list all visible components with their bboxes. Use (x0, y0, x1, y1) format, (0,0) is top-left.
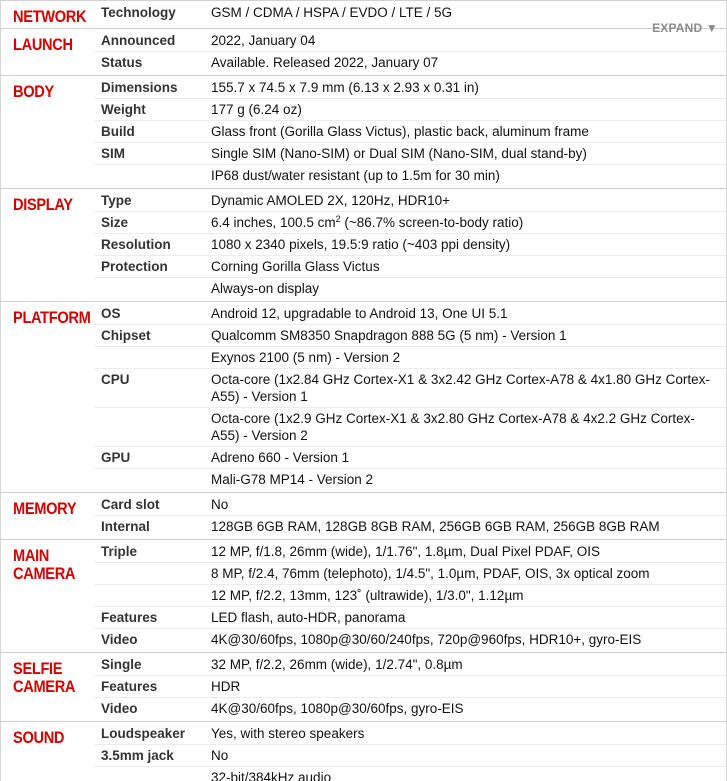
spec-label[interactable] (94, 767, 204, 781)
spec-label[interactable]: Chipset (101, 328, 151, 343)
spec-label[interactable]: Features (101, 679, 158, 694)
spec-value-text: No (211, 748, 229, 763)
spec-row (94, 277, 726, 299)
spec-value (204, 2, 726, 23)
section-title-line: MAIN (13, 546, 50, 565)
spec-value-text: 177 g (6.24 oz) (211, 102, 302, 117)
spec-value-text: Available. Released 2022, January 07 (211, 55, 439, 70)
section-title[interactable] (1, 190, 81, 299)
spec-row (94, 494, 726, 515)
spec-label[interactable]: Resolution (101, 237, 171, 252)
spec-value (204, 347, 726, 368)
spec-label[interactable]: Weight (101, 102, 146, 117)
expand-button[interactable]: EXPAND ▼ (652, 21, 718, 35)
spec-value (204, 654, 726, 675)
spec-label[interactable]: CPU (101, 372, 130, 387)
spec-row (94, 51, 726, 73)
spec-value (204, 77, 726, 98)
spec-section-network (1, 0, 726, 28)
spec-rows (94, 190, 726, 299)
section-title-line: LAUNCH (13, 35, 73, 54)
spec-section-main-camera (1, 539, 726, 652)
spec-value (204, 143, 726, 164)
spec-value (204, 723, 726, 744)
spec-section-selfie-camera (1, 652, 726, 721)
spec-value (204, 165, 726, 186)
section-title-line: BODY (13, 82, 54, 101)
spec-value-text: Always-on display (211, 281, 320, 296)
spec-row (94, 654, 726, 675)
spec-label[interactable] (94, 563, 204, 584)
spec-value-text: 32 MP, f/2.2, 26mm (wide), 1/2.74", 0.8µm (211, 657, 463, 672)
spec-value-text: GSM / CDMA / HSPA / EVDO / LTE / 5G (211, 5, 453, 20)
spec-value-text: 32-bit/384kHz audio (211, 770, 332, 781)
spec-value-text: Yes, with stereo speakers (211, 726, 365, 741)
spec-value-text: Corning Gorilla Glass Victus (211, 259, 380, 274)
spec-value (204, 447, 726, 468)
spec-value (204, 99, 726, 120)
spec-value-text: 4K@30/60fps, 1080p@30/60/240fps, 720p@960fps, HDR10+, gyro-EIS (211, 632, 642, 647)
section-title[interactable] (1, 654, 81, 719)
spec-value-text: 155.7 x 74.5 x 7.9 mm (6.13 x 2.93 x 0.31 in) (211, 80, 479, 95)
spec-label[interactable]: GPU (101, 450, 131, 465)
spec-row (94, 723, 726, 744)
spec-label[interactable]: Video (101, 701, 138, 716)
spec-value (204, 698, 726, 719)
spec-value (204, 408, 726, 446)
spec-value-text: Octa-core (1x2.84 GHz Cortex-X1 & 3x2.42 GHz Cortex-A78 & 4x1.80 GHz Cortex-A55) - Version 1 (211, 372, 710, 404)
spec-row (94, 446, 726, 468)
spec-value (204, 629, 726, 650)
spec-value-text: 12 MP, f/2.2, 13mm, 123˚ (ultrawide), 1/3.0", 1.12µm (211, 588, 524, 603)
spec-rows (94, 541, 726, 650)
spec-value (204, 190, 726, 211)
spec-value (204, 325, 726, 346)
spec-row (94, 142, 726, 164)
spec-value (204, 256, 726, 277)
spec-value-superscript: 2 (335, 214, 341, 224)
spec-label[interactable]: OS (101, 306, 121, 321)
spec-row (94, 190, 726, 211)
spec-label[interactable]: Protection (101, 259, 168, 274)
spec-value-text: 128GB 6GB RAM, 128GB 8GB RAM, 256GB 6GB RAM, 256GB 8GB RAM (211, 519, 660, 534)
spec-section-memory (1, 492, 726, 539)
section-title-line: MEMORY (13, 499, 77, 518)
spec-row (94, 233, 726, 255)
section-title-line: CAMERA (13, 677, 76, 696)
section-title[interactable] (1, 77, 81, 186)
spec-label[interactable]: Dimensions (101, 80, 178, 95)
spec-section-launch (1, 28, 726, 75)
spec-row (94, 628, 726, 650)
spec-label[interactable] (94, 585, 204, 606)
spec-value-text: 12 MP, f/1.8, 26mm (wide), 1/1.76", 1.8µm, Dual Pixel PDAF, OIS (211, 544, 600, 559)
spec-value (204, 30, 726, 51)
spec-value-text: HDR (211, 679, 241, 694)
spec-row (94, 324, 726, 346)
spec-value (204, 494, 726, 515)
spec-row (94, 606, 726, 628)
spec-row (94, 675, 726, 697)
spec-row (94, 30, 726, 51)
spec-value (204, 585, 726, 606)
section-title-line: SOUND (13, 728, 65, 747)
spec-value-text: Glass front (Gorilla Glass Victus), plastic back, aluminum frame (211, 124, 589, 139)
spec-value (204, 303, 726, 324)
spec-label[interactable]: Build (101, 124, 135, 139)
spec-label[interactable]: Size (101, 215, 129, 230)
spec-value-text: 8 MP, f/2.4, 76mm (telephoto), 1/4.5", 1.0µm, PDAF, OIS, 3x optical zoom (211, 566, 650, 581)
spec-value-text: LED flash, auto-HDR, panorama (211, 610, 406, 625)
spec-value-text: 4K@30/60fps, 1080p@30/60fps, gyro-EIS (211, 701, 464, 716)
spec-value (204, 541, 726, 562)
spec-rows (94, 654, 726, 719)
spec-row (94, 468, 726, 490)
spec-section-platform (1, 301, 726, 492)
spec-value (204, 745, 726, 766)
spec-value-text: Exynos 2100 (5 nm) - Version 2 (211, 350, 401, 365)
spec-label[interactable] (94, 278, 204, 299)
spec-rows (94, 723, 726, 781)
spec-label[interactable]: Triple (101, 544, 138, 559)
spec-row (94, 368, 726, 407)
spec-label[interactable]: Technology (101, 5, 176, 20)
spec-value-text: 2022, January 04 (211, 33, 316, 48)
spec-row (94, 744, 726, 766)
spec-value-text: 1080 x 2340 pixels, 19.5:9 ratio (~403 ppi density) (211, 237, 511, 252)
spec-row (94, 584, 726, 606)
spec-rows (94, 77, 726, 186)
spec-value (204, 516, 726, 537)
spec-label[interactable]: Internal (101, 519, 150, 534)
spec-rows (94, 2, 726, 26)
section-title[interactable] (1, 494, 81, 537)
spec-label[interactable] (94, 165, 204, 186)
spec-label[interactable] (94, 469, 204, 490)
spec-rows (94, 494, 726, 537)
section-title-line: SELFIE (13, 659, 63, 678)
section-title[interactable] (1, 541, 81, 650)
spec-section-display (1, 188, 726, 301)
spec-row (94, 407, 726, 446)
section-title-line: PLATFORM (13, 308, 91, 327)
spec-label[interactable]: Announced (101, 33, 176, 48)
spec-value-text: Octa-core (1x2.9 GHz Cortex-X1 & 3x2.80 GHz Cortex-A78 & 4x2.2 GHz Cortex-A55) - Version 2 (211, 411, 695, 443)
spec-row (94, 211, 726, 233)
spec-value-text: Mali-G78 MP14 - Version 2 (211, 472, 374, 487)
spec-value-text: Adreno 660 - Version 1 (211, 450, 350, 465)
spec-label[interactable]: Card slot (101, 497, 160, 512)
spec-row (94, 255, 726, 277)
spec-label[interactable] (94, 347, 204, 368)
spec-value (204, 234, 726, 255)
spec-value (204, 767, 726, 781)
spec-label[interactable]: Features (101, 610, 158, 625)
section-title[interactable] (1, 723, 81, 781)
spec-row (94, 697, 726, 719)
spec-value (204, 212, 726, 233)
spec-row (94, 98, 726, 120)
spec-value (204, 676, 726, 697)
spec-label[interactable]: Single (101, 657, 142, 672)
spec-section-body (1, 75, 726, 188)
spec-label[interactable]: Status (101, 55, 143, 70)
spec-row (94, 541, 726, 562)
spec-value (204, 52, 726, 73)
spec-rows (94, 303, 726, 490)
spec-rows (94, 30, 726, 73)
spec-value-text: 6.4 inches, 100.5 cm (211, 215, 336, 230)
section-title-line: DISPLAY (13, 195, 73, 214)
spec-row (94, 120, 726, 142)
spec-label[interactable] (94, 408, 204, 446)
section-title[interactable] (1, 2, 87, 26)
section-title-line: NETWORK (13, 7, 87, 26)
spec-value (204, 121, 726, 142)
spec-row (94, 766, 726, 781)
spec-value-text-after: (~86.7% screen-to-body ratio) (340, 215, 524, 230)
spec-row (94, 562, 726, 584)
spec-row (94, 515, 726, 537)
section-title[interactable] (1, 30, 81, 73)
spec-label[interactable]: Type (101, 193, 132, 208)
spec-section-sound (1, 721, 726, 781)
spec-value-text: IP68 dust/water resistant (up to 1.5m for 30 min) (211, 168, 500, 183)
spec-value (204, 563, 726, 584)
spec-value-text: No (211, 497, 229, 512)
spec-row (94, 164, 726, 186)
section-title[interactable] (1, 303, 91, 490)
spec-value (204, 278, 726, 299)
spec-row (94, 346, 726, 368)
spec-label[interactable]: SIM (101, 146, 126, 161)
spec-label[interactable]: 3.5mm jack (101, 748, 174, 763)
spec-row (94, 77, 726, 98)
section-title-line: CAMERA (13, 564, 76, 583)
spec-row (94, 303, 726, 324)
spec-value (204, 469, 726, 490)
spec-label[interactable]: Video (101, 632, 138, 647)
spec-value-text: Qualcomm SM8350 Snapdragon 888 5G (5 nm) - Version 1 (211, 328, 567, 343)
spec-value-text: Dynamic AMOLED 2X, 120Hz, HDR10+ (211, 193, 450, 208)
spec-label[interactable]: Loudspeaker (101, 726, 186, 741)
spec-value-text: Single SIM (Nano-SIM) or Dual SIM (Nano-SIM, dual stand-by) (211, 146, 587, 161)
spec-value-text: Android 12, upgradable to Android 13, One UI 5.1 (211, 306, 508, 321)
spec-value (204, 369, 726, 407)
spec-value (204, 607, 726, 628)
spec-row (94, 2, 726, 23)
